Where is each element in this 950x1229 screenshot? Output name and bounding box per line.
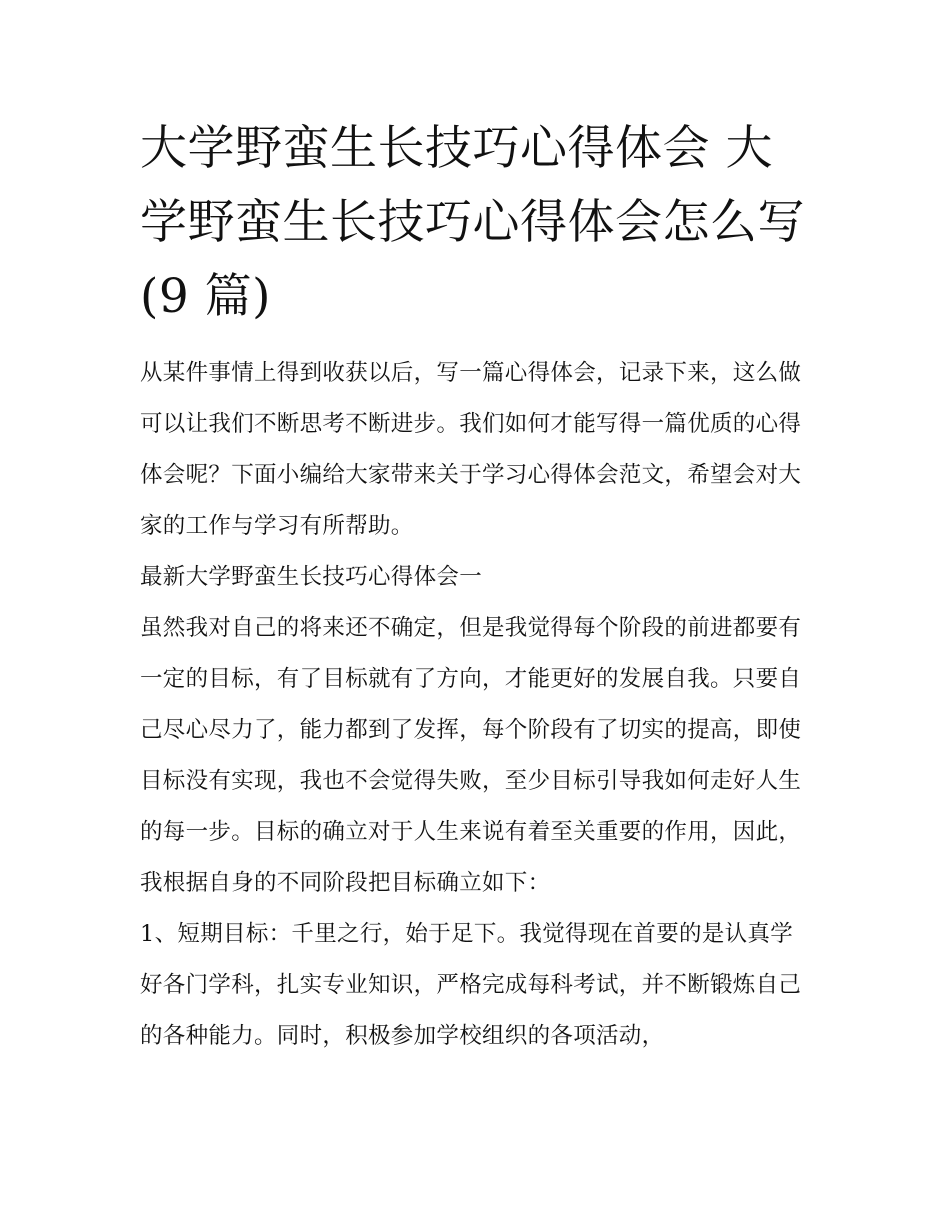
section-heading: 最新大学野蛮生长技巧心得体会一: [140, 564, 483, 590]
intro-paragraph: 从某件事情上得到收获以后，写一篇心得体会，记录下来，这么做可以让我们不断思考不断进步。我们如何才能写得一篇优质的心得体会呢？下面小编给大家带来关于学习心得体会范文，希望会对大家的工作与学习有所帮助。: [140, 360, 802, 539]
document-body: [140, 348, 815, 1062]
document-page: [140, 112, 815, 1062]
goal-paragraph: 1、短期目标：千里之行，始于足下。我觉得现在首要的是认真学好各门学科，扎实专业知识，严格完成每科考试，并不断锻炼自己的各种能力。同时，积极参加学校组织的各项活动，: [140, 921, 802, 1049]
body-paragraph: 虽然我对自己的将来还不确定，但是我觉得每个阶段的前进都要有一定的目标，有了目标就有了方向，才能更好的发展自我。只要自己尽心尽力了，能力都到了发挥，每个阶段有了切实的提高，即使目标没有实现，我也不会觉得失败，至少目标引导我如何走好人生的每一步。目标的确立对于人生来说有着至关重要的作用，因此，我根据自身的不同阶段把目标确立如下：: [140, 615, 802, 896]
document-title: 大学野蛮生长技巧心得体会 大学野蛮生长技巧心得体会怎么写(9 篇): [140, 121, 805, 324]
